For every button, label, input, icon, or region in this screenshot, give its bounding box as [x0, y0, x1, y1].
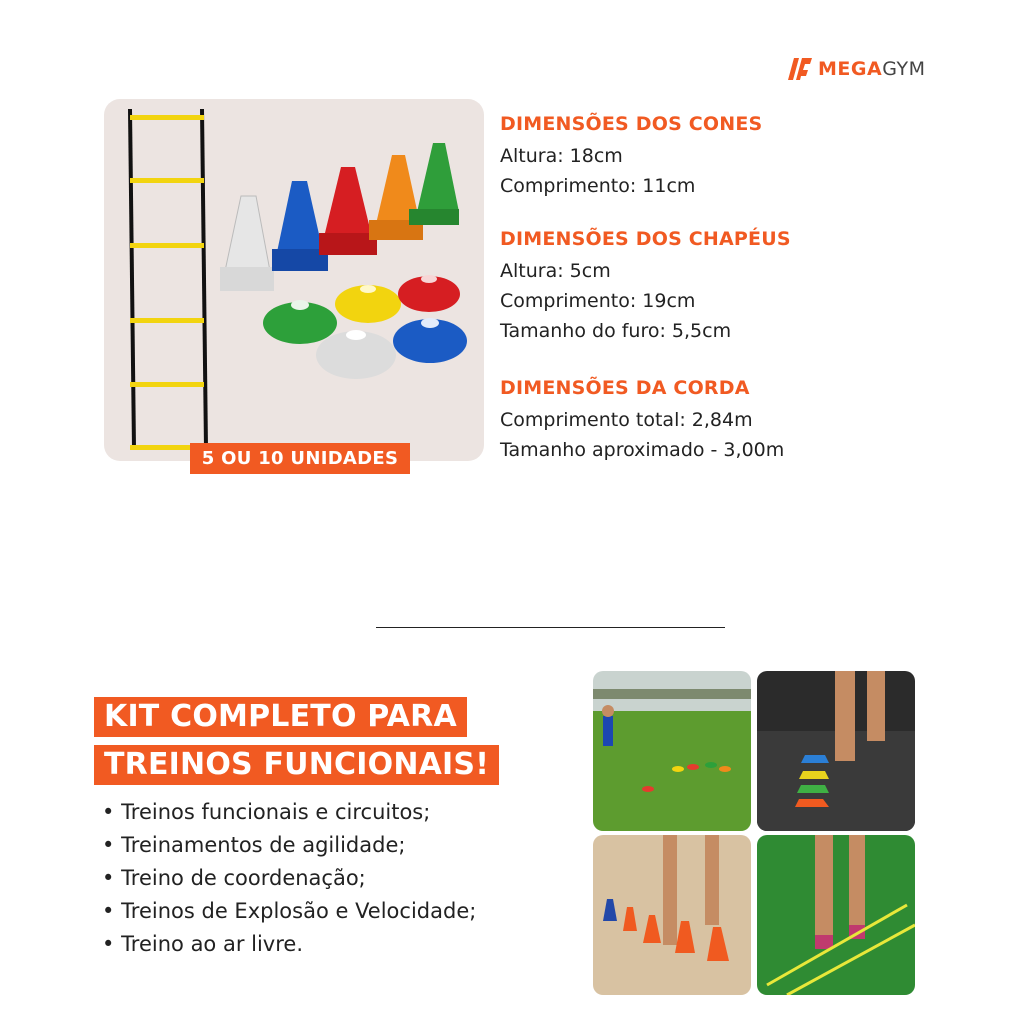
photo-ladder-grass — [757, 835, 915, 995]
disc-markers — [263, 275, 467, 379]
megagym-logo-icon — [786, 56, 814, 82]
list-item: • Treinos funcionais e circuitos; — [102, 796, 476, 829]
brand-logo — [786, 56, 925, 82]
photo-beach-cones — [593, 835, 751, 995]
list-item: • Treino ao ar livre. — [102, 928, 476, 961]
list-item: • Treinos de Explosão e Velocidade; — [102, 895, 476, 928]
spec-title: DIMENSÕES DA CORDA — [500, 377, 750, 399]
brand-name: MEGAGYM — [818, 58, 926, 80]
spec-line: Tamanho do furo: 5,5cm — [500, 320, 732, 342]
benefits-list — [102, 796, 476, 961]
spec-line: Altura: 18cm — [500, 145, 623, 167]
spec-line: Comprimento: 11cm — [500, 175, 696, 197]
list-item: • Treinamentos de agilidade; — [102, 829, 476, 862]
headline-line-2: TREINOS FUNCIONAIS! — [94, 745, 499, 785]
spec-title: DIMENSÕES DOS CONES — [500, 113, 763, 135]
spec-title: DIMENSÕES DOS CHAPÉUS — [500, 228, 791, 250]
spec-discs — [500, 228, 791, 346]
spec-line: Comprimento total: 2,84m — [500, 409, 753, 431]
photo-gym-cones — [757, 671, 915, 831]
photo-kid-field — [593, 671, 751, 831]
spec-cones — [500, 113, 762, 201]
product-image — [104, 99, 484, 461]
section-divider — [376, 627, 725, 628]
cones — [220, 143, 459, 291]
spec-rope — [500, 377, 784, 465]
agility-ladder — [130, 109, 206, 450]
product-illustration — [104, 99, 484, 461]
spec-line: Altura: 5cm — [500, 260, 611, 282]
list-item: • Treino de coordenação; — [102, 862, 476, 895]
spec-line: Tamanho aproximado - 3,00m — [500, 439, 785, 461]
spec-line: Comprimento: 19cm — [500, 290, 696, 312]
headline-line-1: KIT COMPLETO PARA — [94, 697, 467, 737]
units-badge: 5 OU 10 UNIDADES — [190, 443, 410, 474]
